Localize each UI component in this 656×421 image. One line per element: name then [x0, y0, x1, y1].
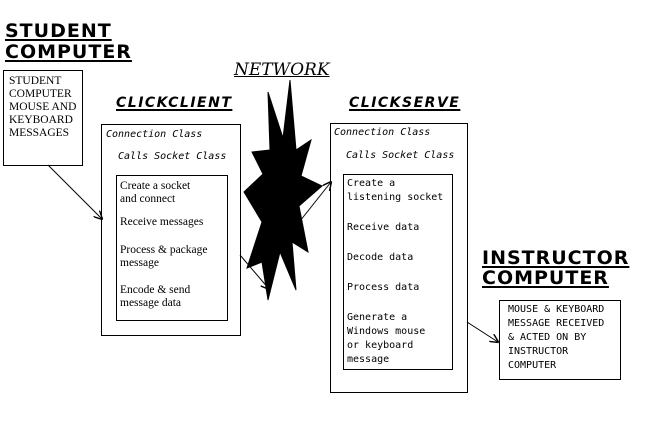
- clickclient-step-create-socket: Create a socket and connect: [120, 180, 191, 205]
- student-computer-box-text: STUDENT COMPUTER MOUSE AND KEYBOARD MESSAGES: [9, 75, 77, 139]
- clickserve-step-receive-data: Receive data: [347, 222, 420, 233]
- clickserve-step-process-data: Process data: [347, 282, 420, 293]
- instructor-computer-box-text: MOUSE & KEYBOARD MESSAGE RECEIVED & ACTED ON BY INSTRUCTOR COMPUTER: [508, 304, 605, 371]
- arrow-student-to-clickclient: [48, 165, 102, 219]
- clickclient-connection-class-label: Connection Class: [106, 129, 203, 140]
- instructor-computer-heading-line1: INSTRUCTOR: [482, 247, 630, 269]
- arrow-clickserve-to-instructor: [467, 322, 498, 342]
- clickserve-step-generate-message: Generate a Windows mouse or keyboard message: [347, 312, 426, 365]
- network-label: NETWORK: [234, 60, 330, 80]
- instructor-computer-heading-line2: COMPUTER: [482, 267, 609, 289]
- clickserve-socket-class-label: Calls Socket Class: [346, 150, 455, 161]
- clickclient-heading: CLICKCLIENT: [116, 95, 233, 111]
- student-computer-heading-line2: COMPUTER: [5, 41, 132, 63]
- student-computer-heading-line1: STUDENT: [5, 20, 112, 42]
- network-lightning-icon: [244, 80, 322, 300]
- clickclient-step-process-package: Process & package message: [120, 244, 208, 269]
- clickclient-step-receive-messages: Receive messages: [120, 216, 204, 228]
- clickserve-heading: CLICKSERVE: [349, 95, 461, 111]
- clickserve-connection-class-label: Connection Class: [334, 127, 431, 138]
- clickserve-step-create-listening-socket: Create a listening socket: [347, 178, 444, 203]
- clickclient-step-encode-send: Encode & send message data: [120, 284, 191, 309]
- clickclient-socket-class-label: Calls Socket Class: [118, 151, 227, 162]
- clickserve-step-decode-data: Decode data: [347, 252, 414, 263]
